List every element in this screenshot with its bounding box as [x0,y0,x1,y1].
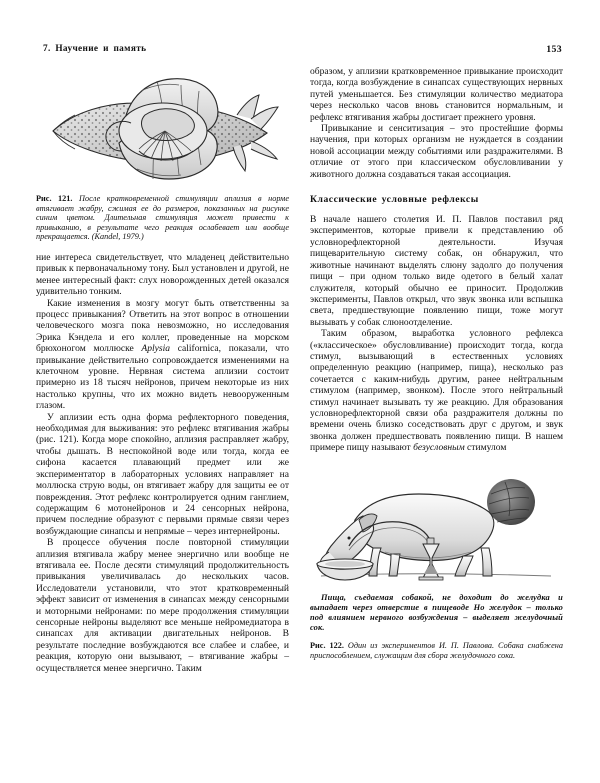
running-head [36,44,564,66]
paragraph-text-continued: californica, показали, что привыкание действительно сопровождается изменениями на клеточном уровне. Нервная система аплизии состоит примерно из 18 тысяч нейронов, причем некоторые из них настолько крупны, что их можно видеть невооруженным глазом. [36,343,289,412]
term-italic: безусловным [413,442,465,454]
paragraph [310,328,563,453]
figure-122-caption [310,641,563,660]
figure-122-label: Рис. 122. [310,641,344,651]
paragraph: образом, у аплизии кратковременное привыкание происходит тогда, когда возбуждение в синапсах существующих нервных путей уменьшается. Без стимуляции количество медиатора через несколько часов вновь становится нормальным, и рефлекс втягивания жабры достигает прежнего уровня. [310,66,563,123]
paragraph: У аплизии есть одна форма рефлекторного поведения, необходимая для выживания: это рефлекс втягивания жабры (рис. 121). Когда море спокойно, аплизия расправляет жабру, чтобы дышать. В неспокойной воде или тогда, когда ее сифона касается плавающий предмет или же экспериментатор в лабораторных условиях направляет на моллюска струю воды, он втягивает жабру для защиты ее от повреждения. Этот рефлекс контролируется одним ганглием, содержащим 6 мотонейронов и 24 сенсорных нейрона, причем последние образуют с первыми прямые связи через возбуждающие синапсы и непрямые – через интернейроны. [36,411,289,537]
paragraph-tail: стимулом [464,442,507,454]
left-column [36,66,289,674]
two-column-body [36,66,564,674]
chapter-title: 7. Научение и память [43,44,147,54]
species-name-italic: Aplysia [141,343,171,355]
figure-121-caption [36,194,289,242]
paragraph-text: Какие изменения в мозгу могут быть ответственны за процесс привыкания? Ответить на этот вопрос в отношении человеческого мозга пока невозможно, но исследования Эрика Кэндела и его коллег, проведенные на морском брюхоногом моллюске [36,297,289,355]
paragraph: В начале нашего столетия И. П. Павлов поставил ряд экспериментов, которые привели к представлению об условнорефлекторной деятельности. Изучая пищеварительную систему собак, он обнаружил, что животные начинают выделять слюну задолго до получения пищи – при одном только виде одетого в белый халат служителя, который обычно ее приносит. Продолжив эксперименты, Павлов открыл, что звук звонка или вспышка света, предшествующие появлению пищи, тоже могут вызывать у собак слюноотделение. [310,214,563,328]
pavlov-dog-figure [310,463,563,589]
section-heading: Классические условные рефлексы [310,194,479,206]
dog-figure-bold-caption: Пища, съедаемая собакой, не доходит до желудка и выпадает через отверстие в пищеводе Но желудок – только под влиянием нервного возбуждения – выделяет желудочный сок. [310,592,563,633]
page-number: 153 [546,44,562,55]
paragraph: ние интереса свидетельствует, что младенец действительно привык к первоначальному тону. Был установлен и другой, не менее интересный факт: слух новорожденных детей оказался удивительно тонким. [36,251,289,298]
figure-122-caption-text: Один из экспериментов И. П. Павлова. Собака снабжена приспособлением, служащим для сбора желудочного сока. [310,641,563,660]
paragraph [36,298,289,412]
aplysia-sea-slug-illustration [45,69,281,185]
paragraph-text: Таким образом, выработка условного рефлекса («классическое» обусловливание) происходит тогда, когда стимул, вызывающий в естественных условиях определенную реакцию (например, пища), несколько раз сочетается с каким-нибудь другим, ранее нейтральным стимулом (например, звонком). После этого нейтральный стимул начинает вызывать ту же реакцию. Для образования условнорефлекторной связи оба раздражителя должны по времени очень близко соседствовать друг с другом, и звук звонка должен предшествовать появлению пищи. В нашем примере пищу называют [310,328,563,454]
aplysia-figure [36,68,289,186]
figure-121-label: Рис. 121. [36,194,73,203]
paragraph: Привыкание и сенситизация – это простейшие формы научения, при которых организм не нуждается в создании новой ассоциации между событиями или раздражителями. В отличие от этого при классическом обусловливании у животного должна создаваться такая ассоциация. [310,123,563,180]
figure-121-caption-text: После кратковременной стимуляции аплизия в норме втягивает жабру, сжимая ее до размеров, показанных на рисунке синим цветом. Длительная стимуляция может привести к привыканию, в результате чего реакция ослабевает или вообще прекращается. (Kandel, 1979.) [36,194,289,242]
pavlov-dog-experiment-illustration [315,464,559,588]
right-column [310,66,563,674]
paragraph: В процессе обучения после повторной стимуляции аплизия втягивала жабру менее энергично или вообще не втягивала ее. После десяти стимуляций продолжительность привыкания увеличивалась до нескольких часов. Исследователи установили, что этот кратковременный эффект зависит от изменения в синапсах между сенсорными и моторными нейронами: по мере продолжения стимуляции сенсорные нейроны выделяют все меньше нейромедиатора в синапсах для активации двигательных нейронов. В результате последние возбуждаются все слабее и слабее, и реакция, которую они вызывают, – втягивание жабры – осуществляется менее энергично. Таким [36,537,289,674]
